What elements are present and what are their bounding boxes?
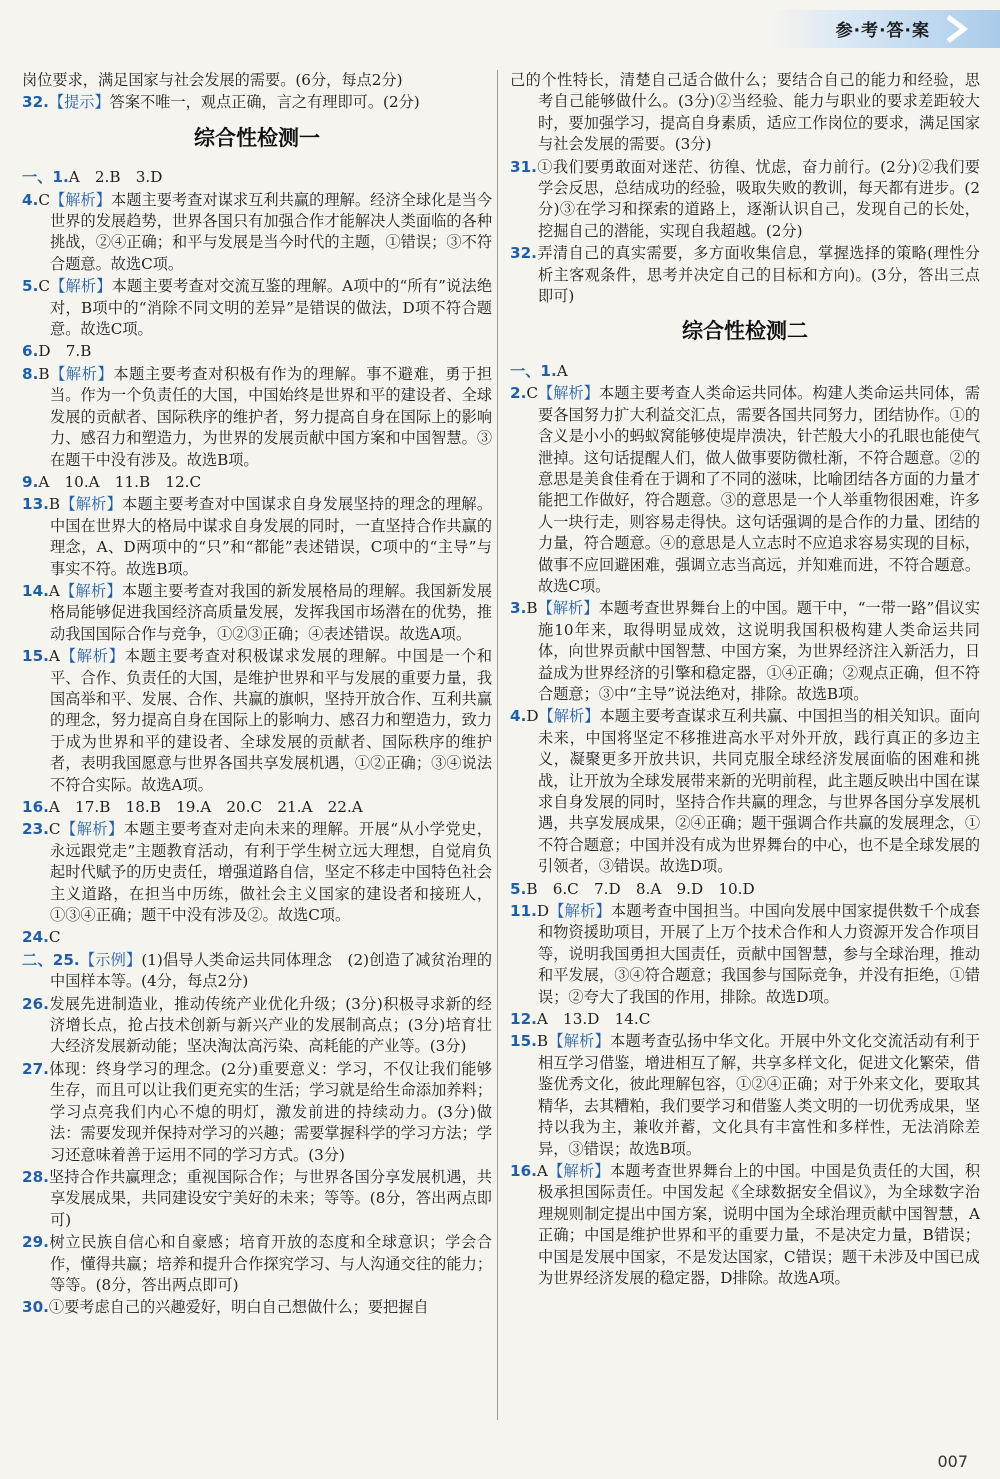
answer-text: ①我们要勇敢面对迷茫、彷徨、忧虑，奋力前行。(2分)②我们要学会反思，总结成功的经验，吸取失败的教训，每天都有进步。(2分)③在学习和探索的道路上，逐渐认识自己，发现自己的长处，挖掘自己的潜能，实现自我超越。(2分) (536, 157, 980, 240)
answer-number: 13. (22, 495, 49, 514)
answer-item (22, 1232, 492, 1296)
section-title: 综合性检测二 (682, 319, 808, 344)
answer-tag: 【解析】 (547, 1161, 610, 1180)
answer-item (510, 243, 980, 307)
header-banner (770, 10, 1000, 48)
answer-number: 二、25. (22, 950, 80, 969)
answer-text: A 17.B 18.B 19.A 20.C 21.A 22.A (48, 798, 363, 816)
answer-item (22, 927, 492, 948)
answer-number: 一、1. (22, 168, 69, 187)
answer-explanation: 本题主要考查人类命运共同体。构建人类命运共同体，需要各国努力扩大利益交汇点，需要各国共同努力，团结协作。①的含义是小小的蚂蚁窝能够使堤岸溃决，针芒般大小的孔眼也能使气泄掉。这句话提醒人们，做人做事要防微杜渐，不符合题意。②的意思是美食佳肴在于调和了不同的滋味，比喻团结各方面的力量才能把工作做好，符合题意。③的意思是一个人举重物很困难，许多人一块行走，则容易走得快。这句话强调的是合作的力量、团结的力量，符合题意。④的意思是人立志时不应追求容易实现的目标，做事不应回避困难，强调立志当高远，并知难而进，不符合题意。故选C项。 (538, 384, 981, 595)
answer-tag: 【解析】 (49, 190, 111, 209)
answer-text: B (526, 599, 538, 618)
answer-number: 27. (22, 1059, 49, 1078)
answer-tag: 【解析】 (537, 384, 599, 403)
answer-text: D 7.B (38, 342, 92, 361)
column-divider (497, 70, 498, 1420)
answer-text: A (48, 647, 60, 666)
answer-text: 体现：终身学习的理念。(2分)重要意义：学习，不仅让我们能够生存，而且可以让我们更充实的生活；学习就是给生命添加养料；学习点亮我们内心不熄的明灯，激发前进的持续动力。(3分)做法：需要发现并保持对学习的兴趣；需要掌握科学的学习方法；学习还意味着善于运用不同的学习方式。(3分) (48, 1059, 492, 1164)
answer-item (22, 276, 492, 340)
answer-number: 16. (22, 798, 49, 816)
answer-number: 26. (22, 994, 49, 1013)
answer-item (510, 361, 980, 382)
answer-text: 己的个性特长，清楚自己适合做什么；要结合自己的能力和经验，思考自己能够做什么。(3分)②当经验、能力与职业的要求差距较大时，要加强学习，提高自身素质，适应工作岗位的要求，满足国家与社会发展的需要。(3分) (510, 71, 980, 154)
answer-number: 14. (22, 581, 49, 600)
answer-item (22, 341, 492, 362)
answer-tag: 【解析】 (49, 364, 114, 383)
answer-text: C (526, 384, 538, 403)
answer-tag: 【解析】 (59, 581, 122, 600)
right-column (510, 70, 980, 1290)
answer-number: 2. (510, 384, 527, 403)
answer-tag: 【解析】 (60, 820, 124, 839)
answer-text: B (536, 1032, 549, 1051)
answer-tag: 【解析】 (538, 707, 600, 726)
answer-item (510, 1031, 980, 1159)
answer-text: 岗位要求，满足国家与社会发展的需要。(6分，每点2分) (22, 71, 403, 89)
answer-item (510, 901, 980, 1008)
chevron-right-icon (944, 14, 970, 44)
answer-item (22, 581, 492, 645)
answer-explanation: 本题考查中国担当。中国向发展中国家提供数千个成套和物资援助项目，开展了上万个技术合作和人力资源开发合作项目等，说明我国勇担大国责任，贡献中国智慧，参与全球治理，推动和平发展，③④符合题意；我国参与国际竞争，并没有拒绝，①错误；②夸大了我国的作用，排除。故选D项。 (538, 902, 981, 1006)
answer-explanation: 本题考查世界舞台上的中国。中国是负责任的大国，积极承担国际责任。中国发起《全球数据安全倡议》，为全球数字治理规则制定提出中国方案，说明中国为全球治理贡献中国智慧，A正确；中国是维护世界和平的重要力量，不是决定力量，B错误；中国是发展中国家，不是发达国家，C错误；题干未涉及中国已成为世界经济发展的稳定器，D排除。故选A项。 (538, 1161, 981, 1287)
answer-item (510, 706, 980, 877)
answer-tag: 【解析】 (548, 1032, 611, 1051)
answer-text: B (48, 495, 61, 514)
answer-item (22, 1167, 492, 1231)
answer-number: 29. (22, 1233, 49, 1252)
answer-explanation: 本题主要考查对中国谋求自身发展坚持的理念的理解。中国在世界大的格局中谋求自身发展的同时，一直坚持合作共赢的理念，A、D两项中的“只”和“都能”表述错误，C项中的“主导”与事实不符。故选B项。 (50, 495, 493, 578)
answer-text: C (48, 928, 61, 947)
answer-tag: 【解析】 (49, 277, 112, 296)
answer-text: A (48, 581, 60, 600)
answer-number: 9. (22, 472, 39, 491)
answer-text: (1)倡导人类命运共同体理念 (2)创造了减贫治理的中国样本等。(4分，每点2分) (50, 950, 493, 991)
answer-item (22, 994, 492, 1058)
answer-item (510, 70, 980, 156)
answer-explanation: 本题主要考查谋求互利共赢、中国担当的相关知识。面向未来，中国将坚定不移推进高水平对外开放，践行真正的多边主义，凝聚更多开放共识，共同克服全球经济发展面临的困难和挑战，让开放为全球发展带来新的光明前程，此主题反映出中国在谋求自身发展的同时，坚持合作共赢的理念，与世界各国分享发展机遇，共享发展成果，②④正确；题干强调合作共赢的发展理念，①不符合题意；中国并没有成为世界舞台的中心，也不是全球发展的引领者，③错误。故选D项。 (538, 707, 981, 876)
answer-explanation: 本题主要考查对积极谋求发展的理解。中国是一个和平、合作、负责任的大国，是维护世界和平与发展的重要力量，我国高举和平、发展、合作、共赢的旗帜，坚持开放合作、互利共赢的理念，努力提高自身在国际上的影响力、感召力和塑造力，致力于成为世界和平的建设者、全球发展的贡献者、国际秩序的维护者，表明我国愿意与世界各国共享发展机遇，①②正确；③④说法不符合实际。故选A项。 (50, 647, 493, 794)
answer-text: A 2.B 3.D (68, 168, 163, 187)
answer-item (22, 950, 492, 993)
page-number: 007 (937, 1452, 968, 1471)
answer-item (510, 383, 980, 597)
header-label: 参·考·答·案 (835, 21, 930, 41)
answer-item (22, 472, 492, 493)
answer-item (22, 92, 492, 113)
answer-number: 5. (510, 879, 527, 898)
answer-item (22, 494, 492, 580)
answer-number: 23. (22, 820, 49, 839)
answer-item (510, 1009, 980, 1030)
answer-number: 15. (22, 647, 49, 666)
answer-item (510, 598, 980, 705)
answer-text: 树立民族自信心和自豪感；培育开放的态度和全球意识；学会合作，懂得共赢；培养和提升合作探究学习、与人沟通交往的能力；等等。(8分，答出两点即可) (48, 1233, 492, 1294)
left-column (22, 70, 492, 1320)
answer-explanation: 本题考查世界舞台上的中国。题干中，“一带一路”倡议实施10年来，取得明显成效，这说明我国积极构建人类命运共同体，向世界贡献中国智慧、中国方案，为世界经济注入新活力，日益成为世界经济的引擎和稳定器，①④正确；②观点正确，但不符合题意；③中“主导”说法绝对，排除。故选B项。 (538, 599, 981, 703)
answer-number: 6. (22, 342, 39, 361)
answer-text: A 10.A 11.B 12.C (38, 472, 202, 491)
answer-tag: 【解析】 (59, 647, 125, 666)
answer-text: C (38, 277, 50, 296)
answer-number: 一、1. (510, 361, 557, 380)
answer-text: B 6.C 7.D 8.A 9.D 10.D (526, 879, 755, 898)
answer-number: 30. (22, 1298, 49, 1317)
answer-number: 32. (510, 244, 537, 263)
answer-text: ①要考虑自己的兴趣爱好，明白自己想做什么；要把握自 (48, 1298, 429, 1317)
answer-number: 16. (510, 1161, 537, 1180)
answer-text: C (48, 820, 61, 839)
section-title: 综合性检测一 (194, 125, 320, 150)
answer-number: 12. (510, 1010, 537, 1029)
answer-number: 15. (510, 1032, 537, 1051)
answer-number: 4. (510, 707, 527, 726)
answer-item (22, 1297, 492, 1318)
answer-item (22, 167, 492, 188)
answer-text: D (526, 707, 539, 726)
answer-item (510, 157, 980, 243)
answer-text: D (536, 902, 550, 921)
answer-number: 3. (510, 599, 527, 618)
answer-item (22, 819, 492, 926)
answer-text: 发展先进制造业，推动传统产业优化升级；(3分)积极寻求新的经济增长点，抢占技术创新与新兴产业的发展制高点；(3分)培育壮大经济发展新动能；坚决淘汰高污染、高耗能的产业等。(3分) (48, 994, 492, 1056)
answer-tag: 【解析】 (549, 902, 611, 921)
answer-text: A (556, 361, 568, 380)
answer-number: 4. (22, 190, 39, 209)
answer-explanation: 本题主要考查对谋求互利共赢的理解。经济全球化是当今世界的发展趋势，世界各国只有加强合作才能解决人类面临的各种挑战，②④正确；和平与发展是当今时代的主题，①错误；③不符合题意。故选C项。 (50, 190, 493, 273)
answer-explanation: 本题主要考查对我国的新发展格局的理解。我国新发展格局能够促进我国经济高质量发展，发挥我国市场潜在的优势，推动我国国际合作与竞争，①②③正确；④表述错误。故选A项。 (50, 581, 493, 643)
answer-number: 32. (22, 93, 49, 112)
answer-explanation: 本题考查弘扬中华文化。开展中外文化交流活动有利于相互学习借鉴，增进相互了解，共享多样文化，促进文化繁荣，借鉴优秀文化，彼此理解包容，①②④正确；对于外来文化，要取其精华，去其糟粕，我们要学习和借鉴人类文明的一切优秀成果，坚持以我为主，兼收并蓄，文化具有丰富性和多样性，无法消除差异，③错误；故选B项。 (538, 1032, 981, 1158)
answer-number: 11. (510, 902, 537, 921)
answer-item (22, 646, 492, 796)
answer-text: B (38, 364, 50, 383)
answer-item (510, 1161, 980, 1289)
answer-text: 答案不唯一，观点正确，言之有理即可。(2分) (109, 93, 420, 112)
answer-number: 24. (22, 928, 49, 947)
answer-text: C (38, 190, 50, 209)
answer-number: 5. (22, 277, 39, 296)
answer-item (22, 364, 492, 471)
answer-tag: 【示例】 (79, 950, 142, 969)
answer-number: 28. (22, 1167, 49, 1186)
answer-explanation: 本题主要考查对交流互鉴的理解。A项中的“所有”说法绝对，B项中的“消除不同文明的差异”是错误的做法，D项不符合题意。故选C项。 (50, 277, 493, 339)
answer-text: 弄清自己的真实需要，多方面收集信息，掌握选择的策略(理性分析主客观条件，思考并决定自己的目标和方向)。(3分，答出三点即可) (536, 244, 980, 306)
answer-tag: 【提示】 (48, 93, 110, 112)
answer-number: 8. (22, 364, 39, 383)
answer-text: A (536, 1161, 548, 1180)
answer-item (22, 1059, 492, 1166)
answer-text: A 13.D 14.C (536, 1010, 651, 1029)
answer-item (22, 797, 492, 818)
answer-item (510, 879, 980, 900)
answer-tag: 【解析】 (60, 495, 123, 514)
answer-tag: 【解析】 (537, 599, 599, 618)
answer-number: 31. (510, 157, 537, 176)
answer-text: 坚持合作共赢理念；重视国际合作；与世界各国分享发展机遇，共享发展成果，共同建设安宁美好的未来；等等。(8分，答出两点即可) (48, 1167, 492, 1229)
answer-explanation: 本题主要考查对积极有作为的理解。事不避难，勇于担当。作为一个负责任的大国，中国始终是世界和平的建设者、全球发展的贡献者、国际秩序的维护者，努力提高自身在国际上的影响力、感召力和塑造力，为世界的发展贡献中国方案和中国智慧。③在题干中没有涉及。故选B项。 (50, 364, 493, 469)
answer-explanation: 本题主要考查对走向未来的理解。开展“从小学党史，永远跟党走”主题教育活动，有利于学生树立远大理想，自觉肩负起时代赋予的历史责任，增强道路自信，坚定不移走中国特色社会主义道路，在担当中历练，做社会主义国家的建设者和接班人，①③④正确；题干中没有涉及②。故选C项。 (50, 820, 493, 925)
answer-item (22, 190, 492, 276)
answer-item (22, 70, 492, 91)
